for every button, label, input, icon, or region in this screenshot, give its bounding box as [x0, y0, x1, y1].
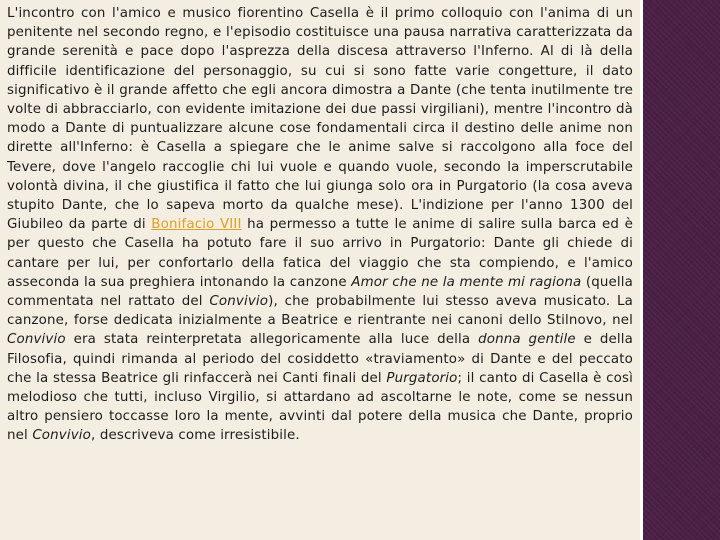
decorative-side-bar — [643, 0, 720, 540]
text-segment: ; il canto di Casella è così melodioso che tutti, incluso Virgilio, si attardano ad ascoltarne le note, come se nessun altro pensiero toccasse loro la mente, avvinti dal potere della musica che Dante, proprio nel — [7, 370, 633, 444]
donna-gentile-term: donna gentile — [478, 332, 576, 348]
text-segment: era stata reinterpretata allegoricamente alla luce della — [65, 332, 479, 348]
canzone-title: Amor che ne la mente mi ragiona — [351, 274, 582, 290]
bonifacio-viii-link[interactable]: Bonifacio VIII — [151, 217, 242, 233]
purgatorio-title: Purgatorio — [386, 370, 458, 386]
text-segment: ), che probabilmente lui stesso aveva musicato. La canzone, forse dedicata inizialmente a Beatrice e rientrante nei canoni dello Stilnovo, nel — [7, 294, 633, 329]
convivio-title: Convivio — [32, 428, 92, 444]
text-segment: , descriveva come irresistibile. — [91, 428, 300, 444]
text-segment: L'incontro con l'amico e musico fiorentino Casella è il primo colloquio con l'anima di un penitente nel secondo regno, e l'episodio costituisce una pausa narrativa caratterizzata da grande serenità e pace dopo l'asprezza della discesa attraverso l'Inferno. Al di là della difficile identificazione del personaggio, su cui si sono fatte varie congetture, il dato significativo è il grande affetto che egli ancora dimostra a Dante (che tenta inutilmente tre volte di abbracciarlo, con evidente imitazione dei due passi virgiliani), mentre l'incontro dà modo a Dante di puntualizzare alcune cose fondamentali circa il destino delle anime non dirette all'Inferno: è Casella a spiegare che le anime salve si raccolgono alla foce del Tevere, dove l'angelo raccoglie chi lui vuole e quando vuole, secondo la imperscrutabile volontà divina, il che giustifica il fatto che lui giunga solo ora in Purgatorio (la cosa aveva stupito Dante, che lo sapeva morto da qualche mese). L'indizione per l'anno 1300 del Giubileo da parte di — [7, 6, 633, 233]
convivio-title: Convivio — [209, 294, 269, 310]
text-segment: e della Filosofia, quindi rimanda al periodo del cosiddetto «traviamento» di Dante e del peccato che la stessa Beatrice gli rinfaccerà nei Canti finali del — [7, 332, 633, 386]
text-segment: ha permesso a tutte le anime di salire sulla barca ed è per questo che Casella ha potuto fare il suo arrivo in Purgatorio: Dante gli chiede di cantare per lui, per confortarlo della fatica del viaggio che sta compiendo, e l'amico asseconda la sua preghiera intonando la canzone — [7, 217, 633, 290]
convivio-title: Convivio — [7, 332, 66, 348]
text-segment: (quella commentata nel rattato del — [7, 274, 633, 310]
body-paragraph — [7, 4, 633, 446]
